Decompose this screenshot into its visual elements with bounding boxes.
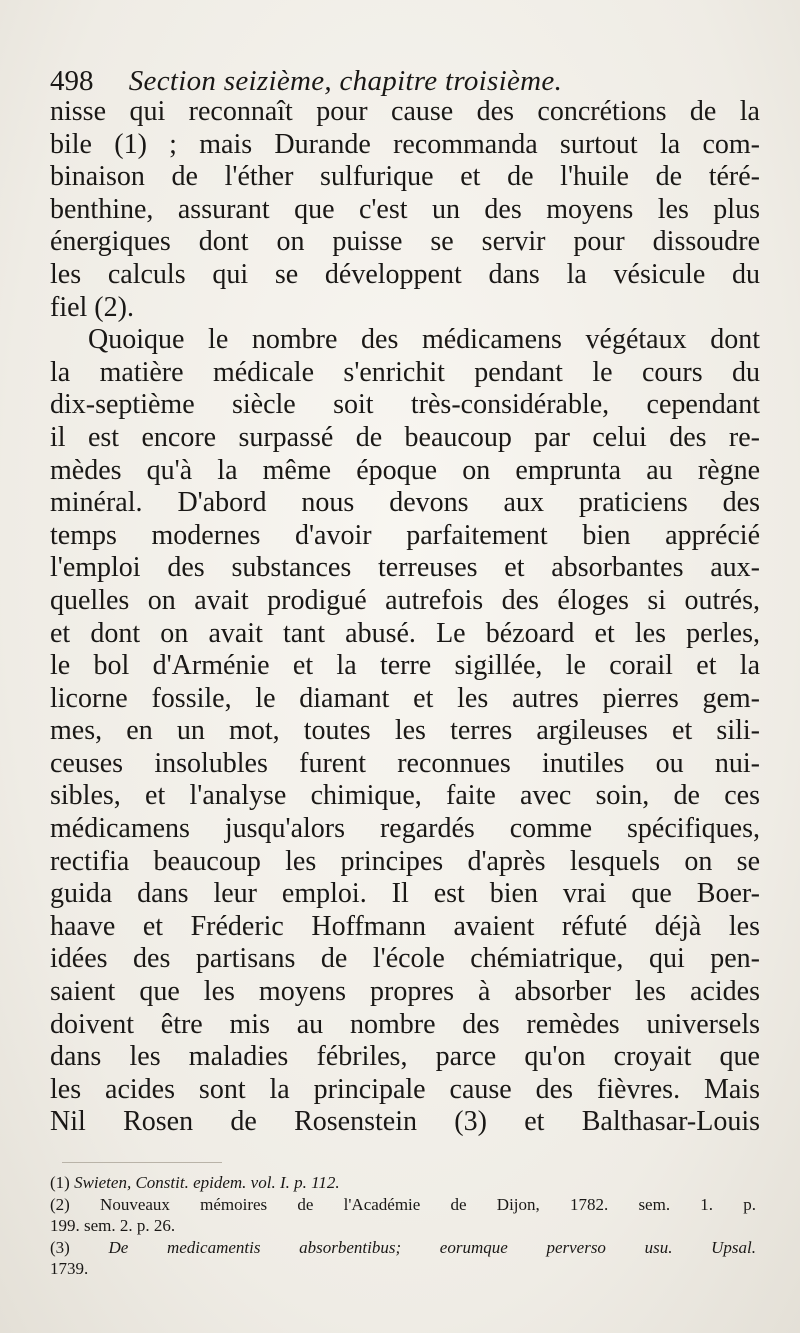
footnote-text: 199. sem. 2. p. 26.	[50, 1216, 176, 1235]
body-text	[50, 96, 760, 1139]
footnote-text: De medicamentis absorbentibus; eorumque perverso usu. Upsal.	[108, 1237, 756, 1257]
text-line: minéral. D'abord nous devons aux praticiens des	[50, 487, 760, 519]
text-line: les acides sont la principale cause des fièvres. Mais	[50, 1073, 760, 1105]
text-line: nisse qui reconnaît pour cause des concrétions de la	[50, 96, 760, 127]
text-line: temps modernes d'avoir parfaitement bien apprécié	[50, 519, 760, 551]
text-line: benthine, assurant que c'est un des moyens les plus	[50, 193, 760, 225]
text-line: fiel (2).	[50, 291, 134, 323]
text-line: Nil Rosen de Rosenstein (3) et Balthasar-Louis	[50, 1106, 760, 1138]
footnote-text: Nouveaux mémoires de l'Académie de Dijon, 1782. sem. 1. p.	[100, 1194, 756, 1214]
text-line: bile (1) ; mais Durande recommanda surtout la com-	[50, 128, 760, 160]
paragraph-start-line: Quoique le nombre des médicamens végétaux dont	[88, 324, 760, 356]
text-line: dix-septième siècle soit très-considérable, cependant	[50, 389, 760, 421]
text-line: mes, en un mot, toutes les terres argileuses et sili-	[50, 715, 760, 747]
footnote-3	[50, 1237, 756, 1259]
page-number: 498	[50, 65, 94, 97]
text-line: licorne fossile, le diamant et les autres pierres gem-	[50, 682, 760, 714]
footnote-marker: (2)	[50, 1194, 70, 1214]
text-line: ceuses insolubles furent reconnues inutiles ou nui-	[50, 747, 760, 779]
footnote-text: Swieten, Constit. epidem. vol. I. p. 112.	[74, 1173, 340, 1192]
footnote-marker: (1)	[50, 1173, 70, 1192]
text-line: il est encore surpassé de beaucoup par celui des re-	[50, 421, 760, 453]
text-line: et dont on avait tant abusé. Le bézoard et les perles,	[50, 617, 760, 649]
text-line: mèdes qu'à la même époque on emprunta au règne	[50, 454, 760, 486]
text-line: binaison de l'éther sulfurique et de l'huile de téré-	[50, 161, 760, 193]
text-line: idées des partisans de l'école chémiatrique, qui pen-	[50, 943, 760, 975]
footnote-2	[50, 1194, 756, 1216]
text-line: guida dans leur emploi. Il est bien vrai que Boer-	[50, 878, 760, 910]
footnote-text: 1739.	[50, 1259, 89, 1278]
text-line: rectifia beaucoup les principes d'après lesquels on se	[50, 845, 760, 877]
text-line: saient que les moyens propres à absorber les acides	[50, 976, 760, 1008]
text-line: quelles on avait prodigué autrefois des éloges si outrés,	[50, 584, 760, 616]
footnote-1	[50, 1172, 756, 1194]
text-line: dans les maladies fébriles, parce qu'on croyait que	[50, 1041, 760, 1073]
text-line: haave et Fréderic Hoffmann avaient réfuté déjà les	[50, 910, 760, 942]
text-line: énergiques dont on puisse se servir pour dissoudre	[50, 226, 760, 258]
footnotes	[50, 1172, 756, 1280]
footnote-divider	[62, 1162, 222, 1163]
text-line: le bol d'Arménie et la terre sigillée, le corail et la	[50, 650, 760, 682]
text-line: l'emploi des substances terreuses et absorbantes aux-	[50, 552, 760, 584]
footnote-marker: (3)	[50, 1237, 70, 1257]
text-line: les calculs qui se développent dans la vésicule du	[50, 258, 760, 290]
text-line: médicamens jusqu'alors regardés comme spécifiques,	[50, 813, 760, 845]
text-line: sibles, et l'analyse chimique, faite avec soin, de ces	[50, 780, 760, 812]
running-head: Section seizième, chapitre troisième.	[128, 65, 563, 97]
footnote-3-continuation	[50, 1258, 756, 1280]
text-line: la matière médicale s'enrichit pendant le cours du	[50, 356, 760, 388]
footnote-2-continuation	[50, 1215, 756, 1237]
page-header	[50, 62, 750, 100]
text-line: doivent être mis au nombre des remèdes universels	[50, 1008, 760, 1040]
